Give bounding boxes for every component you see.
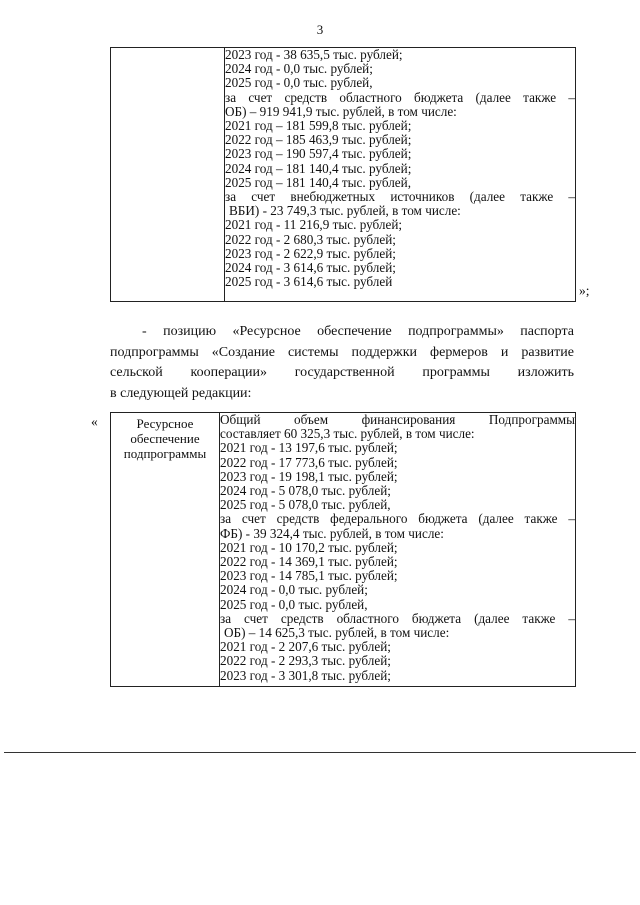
funding-line: Общий объем финансирования Подпрограммы (220, 412, 575, 427)
funding-line: 2022 год - 2 293,3 тыс. рублей; (220, 653, 391, 669)
funding-line: 2025 год – 181 140,4 тыс. рублей, (225, 174, 411, 190)
funding-line: 2021 год - 10 170,2 тыс. рублей; (220, 539, 398, 555)
funding-line: 2024 год - 3 614,6 тыс. рублей; (225, 260, 396, 276)
funding-line: 2025 год - 0,0 тыс. рублей, (220, 596, 368, 612)
horizontal-rule (4, 752, 636, 753)
funding-line: 2022 год - 2 680,3 тыс. рублей; (225, 231, 396, 247)
funding-details-cell (220, 413, 576, 687)
paragraph-line: в следующей редакции: (110, 385, 252, 401)
label-line: обеспечение (130, 431, 200, 446)
funding-line: 2024 год - 0,0 тыс. рублей; (220, 582, 368, 598)
funding-line: 2024 год – 181 140,4 тыс. рублей; (225, 160, 412, 176)
funding-line: ОБ) – 14 625,3 тыс. рублей, в том числе: (224, 625, 450, 641)
funding-line: 2022 год - 14 369,1 тыс. рублей; (220, 554, 398, 570)
funding-line: за счет внебюджетных источников (далее также – (225, 189, 575, 205)
funding-line: 2021 год - 13 197,6 тыс. рублей; (220, 440, 398, 456)
funding-line: за счет средств федерального бюджета (далее также – (220, 511, 575, 527)
funding-line: 2025 год - 0,0 тыс. рублей, (225, 75, 373, 91)
funding-line: 2022 год - 17 773,6 тыс. рублей; (220, 454, 398, 470)
funding-line: 2021 год – 181 599,8 тыс. рублей; (225, 118, 412, 134)
funding-line: за счет средств областного бюджета (далее также – (220, 610, 575, 626)
funding-line: составляет 60 325,3 тыс. рублей, в том числе: (220, 426, 475, 442)
funding-line: 2023 год – 190 597,4 тыс. рублей; (225, 146, 412, 162)
funding-line: 2023 год - 2 622,9 тыс. рублей; (225, 245, 396, 261)
funding-line: 2023 год - 3 301,8 тыс. рублей; (220, 667, 391, 683)
paragraph-line: подпрограммы «Создание системы поддержки фермеров и развитие (110, 344, 574, 360)
funding-line: ОБ) – 919 941,9 тыс. рублей, в том числе: (225, 103, 457, 119)
funding-details-cell (225, 48, 576, 302)
funding-line: 2024 год - 5 078,0 тыс. рублей; (220, 483, 391, 499)
label-line: Ресурсное (136, 416, 194, 431)
funding-line: 2024 год - 0,0 тыс. рублей; (225, 61, 373, 77)
paragraph-line: - позицию «Ресурсное обеспечение подпрограммы» паспорта (142, 324, 574, 339)
resource-provision-table (110, 412, 576, 687)
label-cell (111, 413, 220, 687)
funding-line: за счет средств областного бюджета (далее также – (225, 89, 575, 105)
funding-line: 2021 год - 11 216,9 тыс. рублей; (225, 217, 403, 233)
paragraph-line: сельской кооперации» государственной программы изложить (110, 365, 574, 380)
page-number: 3 (316, 22, 324, 37)
funding-line: ВБИ) - 23 749,3 тыс. рублей, в том числе: (229, 203, 461, 219)
funding-table-continued (110, 47, 576, 302)
funding-line: 2025 год - 3 614,6 тыс. рублей (225, 274, 393, 290)
opening-quote: « (91, 414, 98, 429)
funding-line: ФБ) - 39 324,4 тыс. рублей, в том числе: (220, 525, 444, 541)
funding-line: 2021 год - 2 207,6 тыс. рублей; (220, 639, 391, 655)
funding-line: 2023 год - 19 198,1 тыс. рублей; (220, 468, 398, 484)
closing-quote: »; (579, 283, 590, 298)
label-cell-empty (111, 48, 225, 302)
funding-line: 2022 год – 185 463,9 тыс. рублей; (225, 132, 412, 148)
amendment-paragraph (110, 322, 574, 404)
funding-line: 2023 год - 14 785,1 тыс. рублей; (220, 568, 398, 584)
funding-line: 2025 год - 5 078,0 тыс. рублей, (220, 497, 391, 513)
label-line: подпрограммы (123, 446, 207, 461)
funding-line: 2023 год - 38 635,5 тыс. рублей; (225, 47, 403, 62)
